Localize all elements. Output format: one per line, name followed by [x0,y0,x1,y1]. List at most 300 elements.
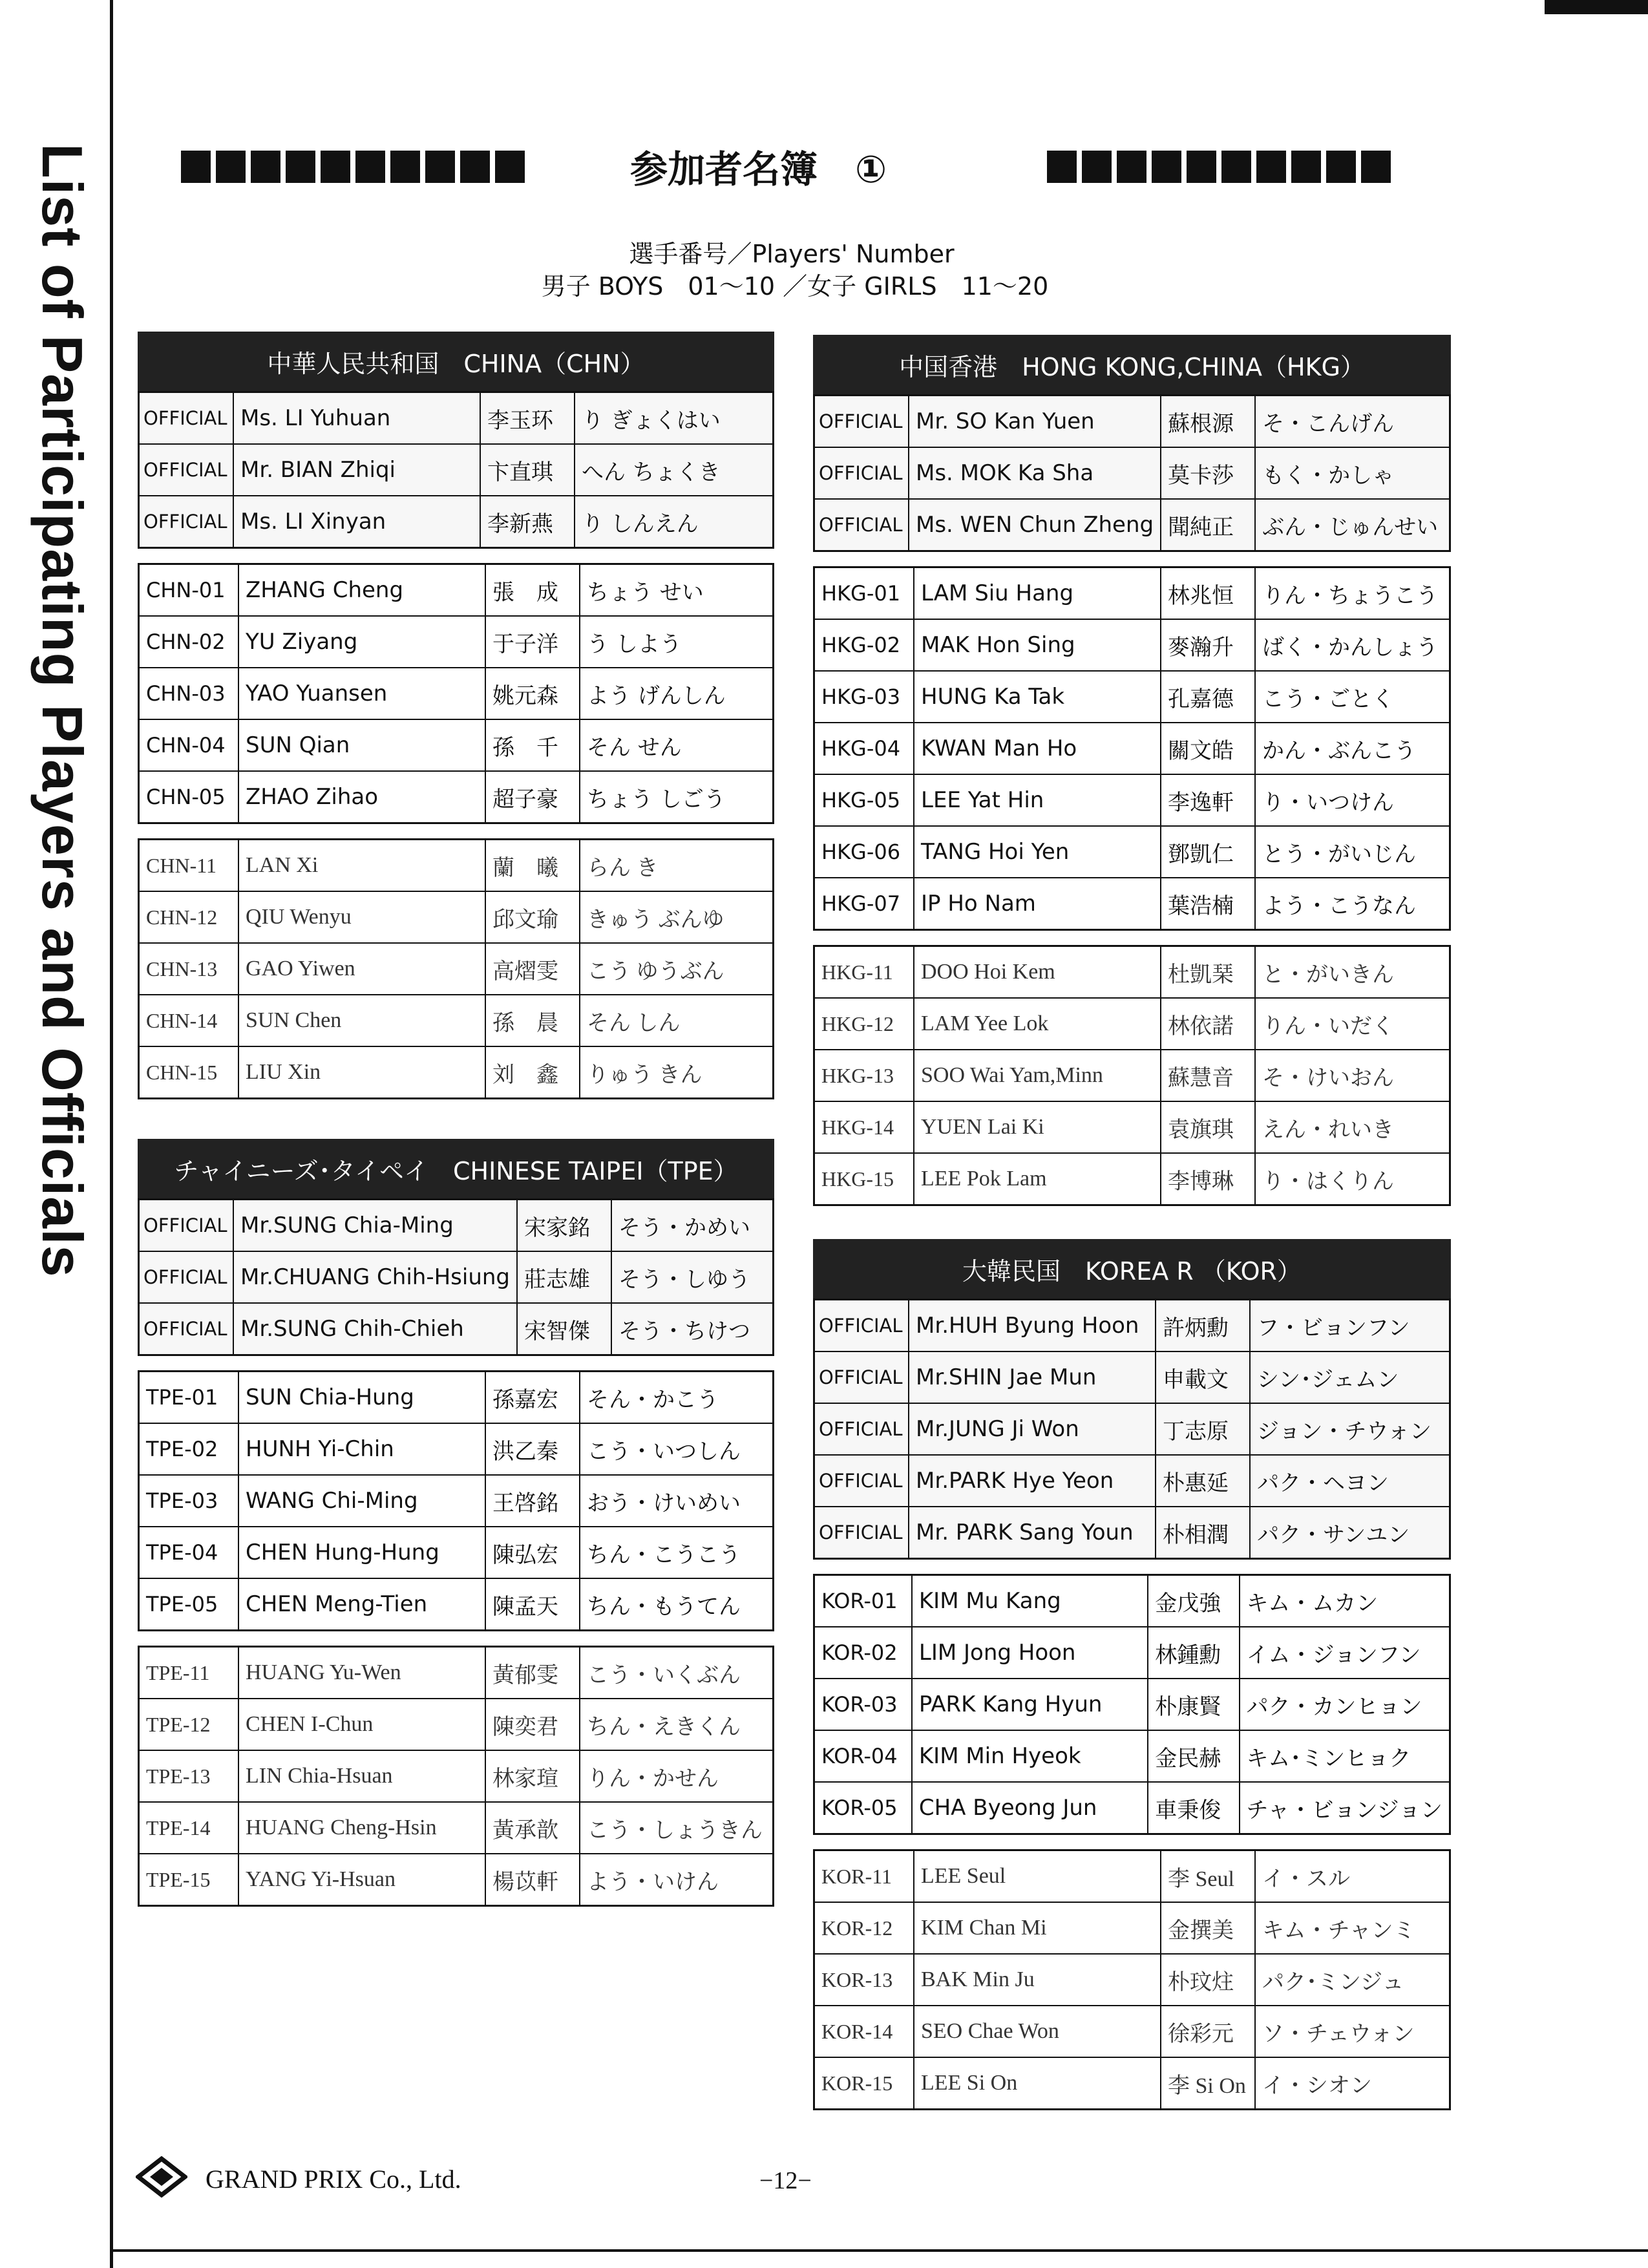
kanji-cell: 蘇慧音 [1161,1050,1255,1101]
id-cell: CHN-11 [139,840,239,892]
name-cell: SEO Chae Won [914,2006,1161,2057]
name-cell: PARK Kang Hyun [912,1679,1148,1730]
table-row [139,943,774,995]
table-row [139,496,774,548]
id-cell: KOR-13 [814,1954,914,2006]
name-cell: LEE Seul [914,1850,1161,1903]
name-cell: HUANG Yu-Wen [238,1647,485,1699]
kanji-cell: 孫嘉宏 [485,1372,580,1424]
table-row [814,2006,1450,2057]
id-cell: TPE-13 [139,1750,239,1802]
table-row [814,671,1450,723]
name-cell: Ms. WEN Chun Zheng [909,499,1161,551]
name-cell: Ms. LI Xinyan [233,496,480,548]
id-cell: OFFICIAL [139,444,234,496]
table-row [139,1854,774,1906]
name-cell: SUN Qian [238,719,485,771]
kana-cell: イ・スル [1255,1850,1450,1903]
corner-mark [1545,0,1648,14]
kana-cell: りん・かせん [580,1750,774,1802]
name-cell: CHEN I-Chun [238,1699,485,1750]
id-cell: HKG-11 [814,946,914,999]
name-cell: SOO Wai Yam,Minn [914,1050,1161,1101]
kana-cell: よう げんしん [580,668,774,719]
kanji-cell: 許炳勳 [1156,1300,1250,1352]
name-cell: LEE Yat Hin [914,774,1161,826]
kanji-cell: 李逸軒 [1161,774,1255,826]
company-name: GRAND PRIX Co., Ltd. [206,2165,461,2194]
kanji-cell: 高熠雯 [485,943,580,995]
table-row [814,946,1450,999]
table-row [814,1455,1450,1507]
side-title: List of Participating Players and Officials [30,143,94,1278]
officials-table [138,1198,774,1356]
kanji-cell: 袁旗琪 [1161,1101,1255,1153]
kanji-cell: 車秉俊 [1148,1782,1239,1834]
table-row [814,1679,1450,1730]
kanji-cell: 申載文 [1156,1351,1250,1403]
kanji-cell: 麥瀚升 [1161,619,1255,671]
kana-cell: こう・しょうきん [580,1802,774,1854]
kana-cell: ばく・かんしょう [1255,619,1450,671]
id-cell: CHN-03 [139,668,239,719]
kana-cell: よう・いけん [580,1854,774,1906]
kana-cell: そん せん [580,719,774,771]
boys-girls-number-note: 男子 BOYS 01～10 ／女子 GIRLS 11～20 [541,272,1049,301]
kanji-cell: 邱文瑜 [485,891,580,943]
id-cell: OFFICIAL [814,396,909,448]
id-cell: HKG-05 [814,774,914,826]
kanji-cell: 朴康賢 [1148,1679,1239,1730]
id-cell: CHN-14 [139,995,239,1046]
kanji-cell: 黃郁雯 [485,1647,580,1699]
table-row [139,1647,774,1699]
kana-cell: ちょう しごう [580,771,774,823]
id-cell: KOR-04 [814,1730,912,1782]
kanji-cell: 杜凱琹 [1161,946,1255,999]
kana-cell: ちん・もうてん [580,1578,774,1631]
team-block [138,1139,774,1907]
girls-table [813,945,1451,1206]
name-cell: YANG Yi-Hsuan [238,1854,485,1906]
table-row [139,840,774,892]
table-row [139,1372,774,1424]
team-block [138,332,774,1099]
team-header: チャイニーズ･タイペイ CHINESE TAIPEI（TPE） [138,1139,774,1198]
id-cell: HKG-14 [814,1101,914,1153]
name-cell: CHEN Hung-Hung [238,1527,485,1578]
officials-table [813,394,1451,552]
table-row [139,616,774,668]
id-cell: OFFICIAL [814,1300,909,1352]
kanji-cell: 洪乙秦 [485,1423,580,1475]
id-cell: KOR-14 [814,2006,914,2057]
id-cell: KOR-05 [814,1782,912,1834]
team-block [813,335,1451,1206]
kana-cell: チャ・ビョンジョン [1240,1782,1450,1834]
bottom-divider [110,2249,1648,2252]
kanji-cell: 宋智傑 [517,1303,611,1355]
name-cell: Mr. SO Kan Yuen [909,396,1161,448]
kana-cell: パク･ミンジュ [1255,1954,1450,2006]
name-cell: YUEN Lai Ki [914,1101,1161,1153]
table-row [814,1730,1450,1782]
kanji-cell: 于子洋 [485,616,580,668]
girls-table [138,1646,774,1907]
id-cell: OFFICIAL [139,1303,234,1355]
name-cell: LIN Chia-Hsuan [238,1750,485,1802]
id-cell: OFFICIAL [814,499,909,551]
kana-cell: パク・ヘヨン [1250,1455,1450,1507]
kana-cell: そう・しゆう [611,1251,774,1303]
kana-cell: らん き [580,840,774,892]
name-cell: BAK Min Ju [914,1954,1161,2006]
table-row [139,1699,774,1750]
id-cell: HKG-01 [814,567,914,620]
name-cell: Mr.HUH Byung Hoon [909,1300,1156,1352]
kana-cell: ソ・チェウォン [1255,2006,1450,2057]
table-row [814,567,1450,620]
name-cell: Mr. BIAN Zhiqi [233,444,480,496]
id-cell: KOR-03 [814,1679,912,1730]
kanji-cell: 孫 千 [485,719,580,771]
name-cell: LIM Jong Hoon [912,1627,1148,1679]
table-row [814,1954,1450,2006]
kana-cell: こう・ごとく [1255,671,1450,723]
kanji-cell: 卞直琪 [480,444,575,496]
name-cell: LIU Xin [238,1046,485,1099]
kana-cell: そん しん [580,995,774,1046]
page-header [174,139,1422,197]
kana-cell: ジョン・チウォン [1250,1403,1450,1455]
name-cell: KIM Chan Mi [914,1902,1161,1954]
id-cell: CHN-15 [139,1046,239,1099]
table-row [139,1046,774,1099]
players-number-label: 選手番号／Players' Number [629,240,955,268]
kanji-cell: 李新燕 [480,496,575,548]
kana-cell: パク・カンヒョン [1240,1679,1450,1730]
name-cell: ZHAO Zihao [238,771,485,823]
table-row [814,1575,1450,1627]
id-cell: HKG-15 [814,1153,914,1205]
kana-cell: ぶん・じゅんせい [1255,499,1450,551]
name-cell: MAK Hon Sing [914,619,1161,671]
id-cell: KOR-15 [814,2057,914,2110]
name-cell: GAO Yiwen [238,943,485,995]
kana-cell: り ぎょくはい [575,392,774,445]
name-cell: Ms. LI Yuhuan [233,392,480,445]
table-row [814,1902,1450,1954]
id-cell: HKG-13 [814,1050,914,1101]
kanji-cell: 關文皓 [1161,723,1255,774]
team-header: 中華人民共和国 CHINA（CHN） [138,332,774,391]
kana-cell: り しんえん [575,496,774,548]
boys-table [138,563,774,824]
page-number: −12− [759,2167,812,2194]
kanji-cell: 孔嘉德 [1161,671,1255,723]
name-cell: TANG Hoi Yen [914,826,1161,878]
kana-cell: パク・サンユン [1250,1507,1450,1559]
boys-table [138,1370,774,1631]
kana-cell: おう・けいめい [580,1475,774,1527]
table-row [814,499,1450,551]
kanji-cell: 金民赫 [1148,1730,1239,1782]
kanji-cell: 朴相潤 [1156,1507,1250,1559]
id-cell: OFFICIAL [139,392,234,445]
kana-cell: り・はくりん [1255,1153,1450,1205]
girls-table [813,1849,1451,2110]
id-cell: HKG-02 [814,619,914,671]
kanji-cell: 李玉环 [480,392,575,445]
kanji-cell: 李博琳 [1161,1153,1255,1205]
kana-cell: よう・こうなん [1255,878,1450,930]
boys-table [813,1574,1451,1835]
id-cell: CHN-01 [139,564,239,617]
kanji-cell: 林鍾勳 [1148,1627,1239,1679]
name-cell: LAN Xi [238,840,485,892]
kana-cell: かん・ぶんこう [1255,723,1450,774]
kanji-cell: 林家瑄 [485,1750,580,1802]
kanji-cell: 刘 鑫 [485,1046,580,1099]
kanji-cell: 超子豪 [485,771,580,823]
name-cell: Mr.CHUANG Chih-Hsiung [233,1251,517,1303]
id-cell: CHN-04 [139,719,239,771]
kana-cell: り・いつけん [1255,774,1450,826]
id-cell: TPE-14 [139,1802,239,1854]
kanji-cell: 姚元森 [485,668,580,719]
kanji-cell: 丁志原 [1156,1403,1250,1455]
name-cell: KIM Mu Kang [912,1575,1148,1627]
officials-table [813,1298,1451,1560]
name-cell: LAM Yee Lok [914,998,1161,1050]
kana-cell: ちょう せい [580,564,774,617]
kana-cell: フ・ビョンフン [1250,1300,1450,1352]
kana-cell: と・がいきん [1255,946,1450,999]
table-row [814,1300,1450,1352]
table-row [814,396,1450,448]
kana-cell: そ・けいおん [1255,1050,1450,1101]
name-cell: IP Ho Nam [914,878,1161,930]
name-cell: Mr.SUNG Chia-Ming [233,1200,517,1252]
id-cell: TPE-02 [139,1423,239,1475]
kanji-cell: 黃承歆 [485,1802,580,1854]
table-row [814,1782,1450,1834]
table-row [139,1303,774,1355]
kanji-cell: 朴玟炷 [1161,1954,1255,2006]
table-row [814,723,1450,774]
id-cell: TPE-11 [139,1647,239,1699]
id-cell: OFFICIAL [814,447,909,499]
id-cell: OFFICIAL [814,1455,909,1507]
name-cell: LEE Pok Lam [914,1153,1161,1205]
kanji-cell: 宋家銘 [517,1200,611,1252]
table-row [139,1578,774,1631]
girls-table [138,838,774,1099]
id-cell: KOR-01 [814,1575,912,1627]
kana-cell: こう・いくぶん [580,1647,774,1699]
name-cell: LAM Siu Hang [914,567,1161,620]
name-cell: Mr.PARK Hye Yeon [909,1455,1156,1507]
kana-cell: えん・れいき [1255,1101,1450,1153]
id-cell: HKG-12 [814,998,914,1050]
id-cell: TPE-04 [139,1527,239,1578]
name-cell: YAO Yuansen [238,668,485,719]
id-cell: HKG-06 [814,826,914,878]
boys-table [813,566,1451,931]
table-row [139,719,774,771]
kana-cell: りん・いだく [1255,998,1450,1050]
table-row [139,1527,774,1578]
kanji-cell: 陳弘宏 [485,1527,580,1578]
table-row [139,1802,774,1854]
kana-cell: イム・ジョンフン [1240,1627,1450,1679]
kana-cell: イ・シオン [1255,2057,1450,2110]
kana-cell: キム・チャンミ [1255,1902,1450,1954]
id-cell: KOR-02 [814,1627,912,1679]
kana-cell: こう・いつしん [580,1423,774,1475]
id-cell: OFFICIAL [814,1351,909,1403]
kanji-cell: 王啓銘 [485,1475,580,1527]
name-cell: KIM Min Hyeok [912,1730,1148,1782]
id-cell: OFFICIAL [139,496,234,548]
name-cell: SUN Chen [238,995,485,1046]
name-cell: SUN Chia-Hung [238,1372,485,1424]
name-cell: YU Ziyang [238,616,485,668]
id-cell: HKG-03 [814,671,914,723]
table-row [814,1850,1450,1903]
table-row [814,619,1450,671]
officials-table [138,391,774,549]
kanji-cell: 林兆恒 [1161,567,1255,620]
kanji-cell: 葉浩楠 [1161,878,1255,930]
kana-cell: そう・ちけつ [611,1303,774,1355]
kana-cell: シン･ジェムン [1250,1351,1450,1403]
table-row [139,668,774,719]
id-cell: TPE-01 [139,1372,239,1424]
kana-cell: とう・がいじん [1255,826,1450,878]
id-cell: TPE-05 [139,1578,239,1631]
kanji-cell: 莊志雄 [517,1251,611,1303]
table-row [139,1423,774,1475]
kanji-cell: 李 Si On [1161,2057,1255,2110]
id-cell: TPE-03 [139,1475,239,1527]
table-row [139,392,774,445]
kanji-cell: 朴惠延 [1156,1455,1250,1507]
table-row [139,444,774,496]
name-cell: KWAN Man Ho [914,723,1161,774]
kanji-cell: 孫 晨 [485,995,580,1046]
kanji-cell: 蘇根源 [1161,396,1255,448]
kana-cell: そ・こんげん [1255,396,1450,448]
table-row [139,995,774,1046]
kanji-cell: 楊苡軒 [485,1854,580,1906]
id-cell: OFFICIAL [139,1200,234,1252]
kana-cell: りゅう きん [580,1046,774,1099]
decorative-squares-right [1047,151,1391,183]
name-cell: Mr.SUNG Chih-Chieh [233,1303,517,1355]
id-cell: HKG-07 [814,878,914,930]
kanji-cell: 莫卡莎 [1161,447,1255,499]
id-cell: CHN-05 [139,771,239,823]
kana-cell: こう ゆうぶん [580,943,774,995]
kanji-cell: 金戊強 [1148,1575,1239,1627]
id-cell: CHN-12 [139,891,239,943]
id-cell: KOR-12 [814,1902,914,1954]
table-row [139,1200,774,1252]
kanji-cell: 張 成 [485,564,580,617]
id-cell: OFFICIAL [139,1251,234,1303]
kana-cell: りん・ちょうこう [1255,567,1450,620]
kanji-cell: 鄧凱仁 [1161,826,1255,878]
kana-cell: そう・かめい [611,1200,774,1252]
kanji-cell: 陳孟天 [485,1578,580,1631]
table-row [814,447,1450,499]
kanji-cell: 金撰美 [1161,1902,1255,1954]
kana-cell: う しよう [580,616,774,668]
kana-cell: もく・かしゃ [1255,447,1450,499]
table-row [814,1050,1450,1101]
id-cell: HKG-04 [814,723,914,774]
name-cell: QIU Wenyu [238,891,485,943]
id-cell: CHN-13 [139,943,239,995]
id-cell: OFFICIAL [814,1507,909,1559]
table-row [814,998,1450,1050]
name-cell: CHA Byeong Jun [912,1782,1148,1834]
kana-cell: ちん・こうこう [580,1527,774,1578]
table-row [139,1475,774,1527]
table-row [814,1403,1450,1455]
name-cell: Mr.JUNG Ji Won [909,1403,1156,1455]
table-row [139,1750,774,1802]
kanji-cell: 李 Seul [1161,1850,1255,1903]
table-row [814,1351,1450,1403]
kana-cell: きゅう ぶんゆ [580,891,774,943]
table-row [139,564,774,617]
table-row [814,1101,1450,1153]
kana-cell: そん・かこう [580,1372,774,1424]
table-row [814,1507,1450,1559]
kana-cell: ちん・えきくん [580,1699,774,1750]
name-cell: Ms. MOK Ka Sha [909,447,1161,499]
grand-prix-logo-icon [136,2156,187,2198]
kana-cell: へん ちょくき [575,444,774,496]
table-row [814,1153,1450,1205]
kanji-cell: 蘭 曦 [485,840,580,892]
kana-cell: キム・ムカン [1240,1575,1450,1627]
kanji-cell: 徐彩元 [1161,2006,1255,2057]
table-row [139,771,774,823]
table-row [814,774,1450,826]
name-cell: WANG Chi-Ming [238,1475,485,1527]
table-row [139,891,774,943]
id-cell: TPE-12 [139,1699,239,1750]
team-header: 大韓民国 KOREA R （KOR） [813,1239,1451,1298]
kanji-cell: 林依諾 [1161,998,1255,1050]
table-row [814,878,1450,930]
table-row [814,2057,1450,2110]
name-cell: ZHANG Cheng [238,564,485,617]
kanji-cell: 聞純正 [1161,499,1255,551]
name-cell: CHEN Meng-Tien [238,1578,485,1631]
sidebar-divider [110,0,113,2268]
decorative-squares-left [181,151,525,183]
page-title: 参加者名簿 ① [630,147,887,191]
kanji-cell: 陳奕君 [485,1699,580,1750]
name-cell: HUNG Ka Tak [914,671,1161,723]
name-cell: LEE Si On [914,2057,1161,2110]
name-cell: DOO Hoi Kem [914,946,1161,999]
table-row [139,1251,774,1303]
